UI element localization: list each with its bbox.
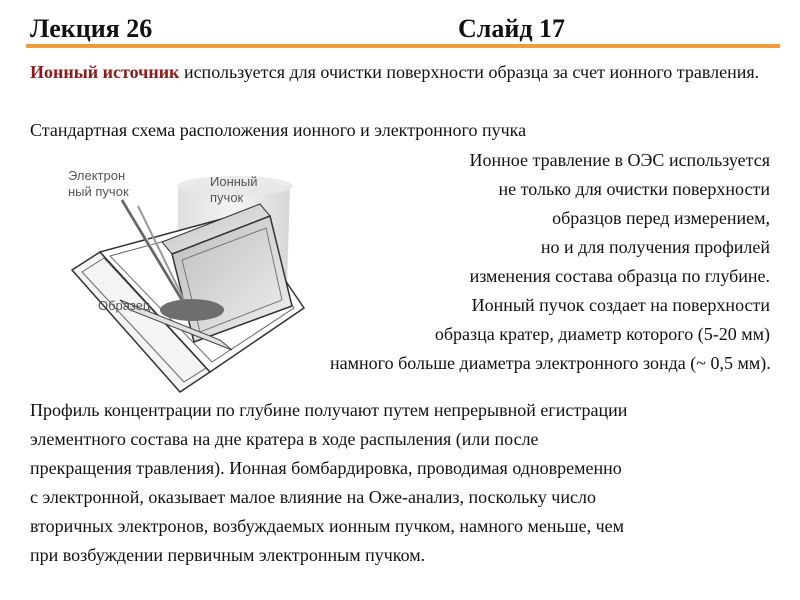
ion-beam-label: Ионный пучок: [210, 174, 258, 205]
right-line: образцов перед измерением,: [552, 208, 770, 228]
lecture-title: Лекция 26: [30, 14, 153, 43]
intro-paragraph: [30, 58, 770, 87]
electron-beam-label: Электрон ный пучок: [68, 168, 129, 199]
beam-diagram: [60, 160, 320, 410]
etching-description: [330, 146, 770, 378]
slide-number: Слайд 17: [458, 14, 565, 43]
ion-source-term: Ионный источник: [30, 62, 180, 82]
right-line: Ионный пучок создает на поверхности: [471, 295, 770, 315]
right-line: намного больше диаметра электронного зонда (~ 0,5 мм).: [330, 353, 771, 373]
scheme-caption: Стандартная схема расположения ионного и электронного пучка: [30, 120, 527, 140]
bottom-line: Профиль концентрации по глубине получают путем непрерывной егистрации: [30, 400, 628, 420]
bottom-line: при возбуждении первичным электронным пучком.: [30, 545, 426, 565]
header-divider: [26, 44, 780, 48]
right-line: Ионное травление в ОЭС используется: [469, 150, 770, 170]
sample-label: Образец: [98, 298, 151, 313]
crater-spot: [160, 299, 224, 321]
right-line: не только для очистки поверхности: [498, 179, 770, 199]
bottom-line: прекращения травления). Ионная бомбардировка, проводимая одновременно: [30, 458, 622, 478]
depth-profile-paragraph: [30, 396, 770, 570]
bottom-line: с электронной, оказывает малое влияние на Оже-анализ, поскольку число: [30, 487, 596, 507]
right-line: но и для получения профилей: [540, 237, 770, 257]
bottom-line: вторичных электронов, возбуждаемых ионным пучком, намного меньше, чем: [30, 516, 624, 536]
right-line: образца кратер, диаметр которого (5-20 мм): [434, 324, 770, 344]
bottom-line: элементного состава на дне кратера в ходе распыления (или после: [30, 429, 539, 449]
intro-text: используется для очистки поверхности образца за счет ионного травления.: [179, 62, 760, 82]
right-line: изменения состава образца по глубине.: [469, 266, 770, 286]
